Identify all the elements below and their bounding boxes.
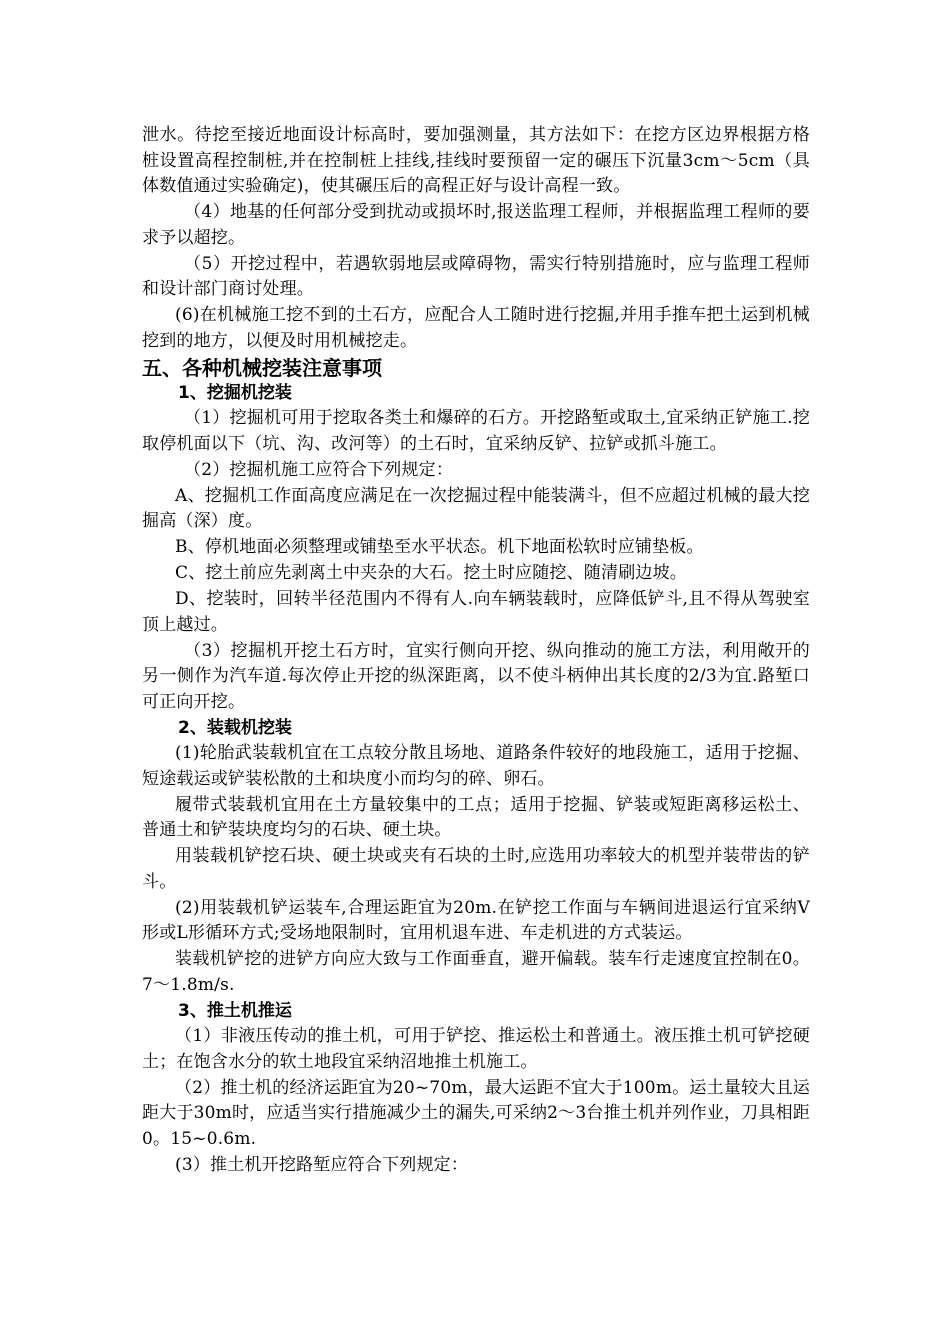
excavator-item: （1）挖掘机可用于挖取各类土和爆碎的石方。开挖路堑或取土,宜采纳正铲施工.挖取停机面以下（坑、沟、改河等）的土石时，宜采纳反铲、拉铲或抓斗施工。 (142, 408, 810, 454)
excavator-item: A、挖掘机工作面高度应满足在一次挖掘过程中能装满斗，但不应超过机械的最大挖掘高（深）度。 (142, 485, 810, 531)
bulldozer-item: （2）推土机的经济运距宜为20~70m，最大运距不宜大于100m。运土量较大且运距大于30m时，应适当实行措施减少土的漏失,可采纳2～3台推土机并列作业，刀具相距0。15~0.6m. (142, 1077, 810, 1149)
loader-item: (1)轮胎武装载机宜在工点较分散且场地、道路条件较好的地段施工，适用于挖掘、短途载运或铲装松散的土和块度小而均匀的碎、卵石。 (142, 743, 810, 789)
loader-item: 履带式装载机宜用在土方量较集中的工点；适用于挖掘、铲装或短距离移运松土、普通土和铲装块度均匀的石块、硬土块。 (142, 794, 810, 840)
excavator-item: C、挖土前应先剥离土中夹杂的大石。挖土时应随挖、随清刷边坡。 (175, 563, 688, 583)
paragraph-item-4: （4）地基的任何部分受到扰动或损坏时,报送监理工程师，并根据监理工程师的要求予以超挖。 (142, 202, 810, 248)
subheading-loader: 2、装载机挖装 (178, 717, 292, 738)
subheading-excavator: 1、挖掘机挖装 (178, 382, 292, 403)
excavator-item: D、挖装时，回转半径范围内不得有人.向车辆装载时，应降低铲斗,且不得从驾驶室顶上越过。 (142, 589, 810, 635)
paragraph-item-5: （5）开挖过程中，若遇软弱地层或障碍物，需实行特别措施时，应与监理工程师和设计部门商讨处理。 (142, 253, 810, 299)
subheading-bulldozer: 3、推土机推运 (178, 1000, 292, 1021)
loader-item: (2)用装载机铲运装车,合理运距宜为20m.在铲挖工作面与车辆间进退运行宜采纳V形或L形循环方式;受场地限制时，宜用机退车进、车走机进的方式装运。 (142, 897, 810, 943)
loader-item: 装载机铲挖的进铲方向应大致与工作面垂直，避开偏载。装车行走速度宜控制在0。7～1.8m/s. (142, 949, 810, 995)
excavator-item: （2）挖掘机施工应符合下列规定： (184, 459, 454, 480)
excavator-item: （3）挖掘机开挖土石方时，宜实行侧向开挖、纵向推动的施工方法，利用敞开的另一侧作为汽车道.每次停止开挖的纵深距离，以不使斗柄伸出其长度的2/3为宜.路堑口可正向开挖。 (142, 640, 810, 712)
bulldozer-item: （1）非液压传动的推土机，可用于铲挖、推运松土和普通土。液压推土机可铲挖硬土；在饱含水分的软土地段宜采纳沼地推土机施工。 (142, 1026, 810, 1072)
bulldozer-item: (3）推土机开挖路堑应符合下列规定： (175, 1154, 469, 1175)
paragraph-item-6: (6)在机械施工挖不到的土石方，应配合人工随时进行挖掘,并用手推车把土运到机械挖到的地方，以便及时用机械挖走。 (142, 305, 810, 351)
section-heading-5: 五、各种机械挖装注意事项 (142, 355, 382, 380)
excavator-item: B、停机地面必须整理或铺垫至水平状态。机下地面松软时应铺垫板。 (175, 537, 704, 557)
paragraph-drainage: 泄水。待挖至接近地面设计标高时，要加强测量，其方法如下：在挖方区边界根据方格桩设置高程控制桩,并在控制桩上挂线,挂线时要预留一定的碾压下沉量3cm～5cm（具体数值通过实验确定)，使其碾压后的高程正好与设计高程一致。 (142, 125, 810, 196)
loader-item: 用装载机铲挖石块、硬土块或夹有石块的土时,应选用功率较大的机型并装带齿的铲斗。 (142, 846, 810, 892)
